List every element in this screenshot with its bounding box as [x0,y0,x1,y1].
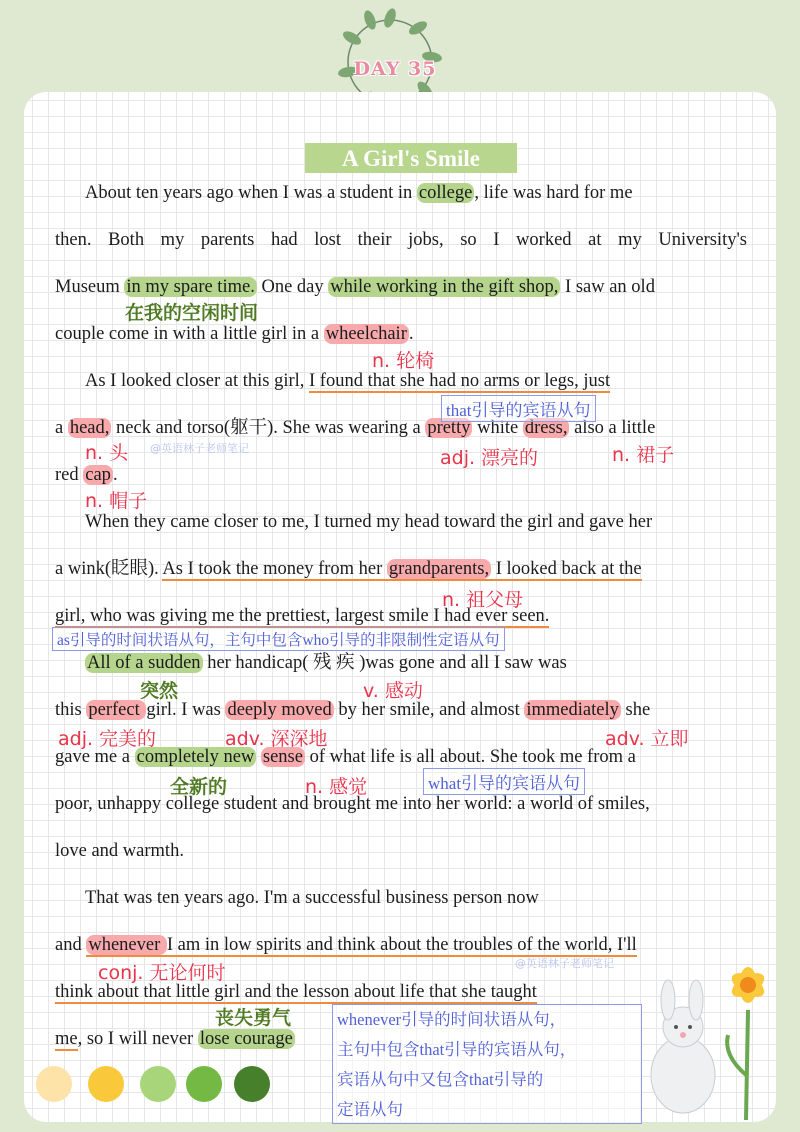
note-line: whenever引导的时间状语从句， [337,1010,567,1029]
highlight-whenever: whenever [88,935,165,955]
highlight-pretty: pretty [427,418,471,438]
underline-that-clause-2: think about that little girl and the lesson about life that she taught [55,982,537,1002]
note-sudden: 突然 [140,680,179,702]
highlight-dress: dress, [524,418,568,438]
text-line-15: love and warmth. [55,841,184,861]
underline-as-clause: As I took the money from her [162,559,387,579]
note-pretty: adj. 漂亮的 [440,447,539,469]
highlight-immediately: immediately [526,700,619,720]
highlight-deeply-moved: deeply moved [227,700,332,720]
note-sense: n. 感觉 [305,776,368,798]
note-line: 主句中包含that引导的宾语从句， [337,1040,577,1059]
text-segment: , life was hard for me [474,183,633,203]
flower-bunny-illustration [628,955,778,1125]
text-segment: . [408,324,414,344]
highlight-lose-courage: lose courage [199,1029,293,1049]
note-dress: n. 裙子 [612,444,675,466]
note-line: 宾语从句中又包含that引导的 [337,1070,544,1089]
note-completely-new: 全新的 [170,776,228,798]
text-segment: About ten years ago when I was a student in [85,183,417,203]
text-segment: she [620,700,651,720]
text-segment: also a little [569,418,656,438]
page-title: A Girl's Smile [305,143,517,173]
text-segment: neck and torso(躯干). She was wearing a [111,418,426,438]
palette-dot-1 [36,1066,72,1102]
text-line-4 [55,322,747,346]
note-deeply: adv. 深深地 [225,728,328,750]
highlight-perfect: perfect [88,700,145,720]
text-line-1 [85,181,747,205]
text-line-11 [85,651,747,675]
palette-dot-3 [140,1066,176,1102]
note-lose-courage: 丧失勇气 [215,1007,292,1029]
note-head: n. 头 [85,442,129,464]
text-segment: . [112,465,118,485]
text-segment: and [55,935,87,955]
highlight-cap: cap [85,465,111,485]
text-line-2: then. Both my parents had lost their jobs, so I worked at my University's [55,230,747,250]
highlight-head: head, [69,418,110,438]
underline-that-clause: I found that she had no arms or legs, just [309,371,611,391]
text-segment: this [55,700,87,720]
day-label: DAY 35 [353,58,437,80]
note-that-clause-box: that引导的宾语从句 [441,395,596,422]
note-grandparents: n. 祖父母 [442,589,524,611]
highlight-college: college [418,183,473,203]
text-segment: I saw an old [560,277,655,297]
underline-who-clause: girl, who was giving me the prettiest, largest smile I had ever seen. [55,606,550,626]
note-perfect: adj. 完美的 [58,728,157,750]
note-as-clause-box: as引导的时间状语从句，主句中包含who引导的非限制性定语从句 [52,627,505,651]
note-whenever: conj. 无论何时 [98,962,226,984]
text-segment: gave me a [55,747,135,767]
text-line-8: When they came closer to me, I turned my head toward the girl and gave her [85,512,653,532]
text-line-3 [55,275,747,299]
note-cap: n. 帽子 [85,490,148,512]
palette-dot-5 [234,1066,270,1102]
watermark: @英语林子老师笔记 [150,442,249,455]
note-whenever-clause-box [332,1004,642,1124]
text-segment: I am in low spirits and think about the troubles of the world, I'll [166,935,637,955]
text-line-17 [55,933,747,957]
note-line: 定语从句 [337,1100,403,1119]
text-segment: me [55,1029,78,1049]
text-segment: One day [256,277,329,297]
text-line-14: poor, unhappy college student and brought me into her world: a world of smiles, [55,794,650,814]
text-segment: her handicap( 残 疾 )was gone and all I saw was [202,653,567,673]
text-segment: couple come in with a little girl in a [55,324,324,344]
note-what-clause-box: what引导的宾语从句 [423,768,585,795]
text-line-16: That was ten years ago. I'm a successful business person now [85,888,539,908]
highlight-all-of-a-sudden: All of a sudden [87,653,201,673]
highlight-wheelchair: wheelchair [325,324,407,344]
text-line-19 [55,1027,335,1051]
palette-dot-4 [186,1066,222,1102]
note-spare-time: 在我的空闲时间 [125,302,259,324]
palette-dot-2 [88,1066,124,1102]
text-segment: , so I will never [77,1029,198,1049]
text-segment: by her smile, and almost [333,700,525,720]
line-text [85,181,633,205]
text-segment: I looked back at the [491,559,642,579]
text-line-10 [55,604,747,628]
text-segment: a wink(眨眼). [55,559,163,579]
highlight-spare-time: in my spare time. [126,277,255,297]
text-segment: Museum [55,277,125,297]
text-line-9 [55,557,747,581]
text-segment: red [55,465,84,485]
highlight-completely-new: completely new [136,747,255,767]
text-segment: of what life is all about. She took me from a [304,747,636,767]
text-segment: girl. I was [146,700,226,720]
note-moved: v. 感动 [363,680,423,702]
highlight-sense: sense [262,747,303,767]
highlight-grandparents: grandparents, [388,559,490,579]
note-wheelchair: n. 轮椅 [372,350,435,372]
text-segment: white [472,418,523,438]
note-immediately: adv. 立即 [605,728,689,750]
text-segment: As I looked closer at this girl, [85,371,310,391]
highlight-gift-shop: while working in the gift shop, [330,277,559,297]
text-line-6 [55,416,747,440]
text-segment: a [55,418,68,438]
watermark-2: @英语林子老师笔记 [515,957,614,970]
